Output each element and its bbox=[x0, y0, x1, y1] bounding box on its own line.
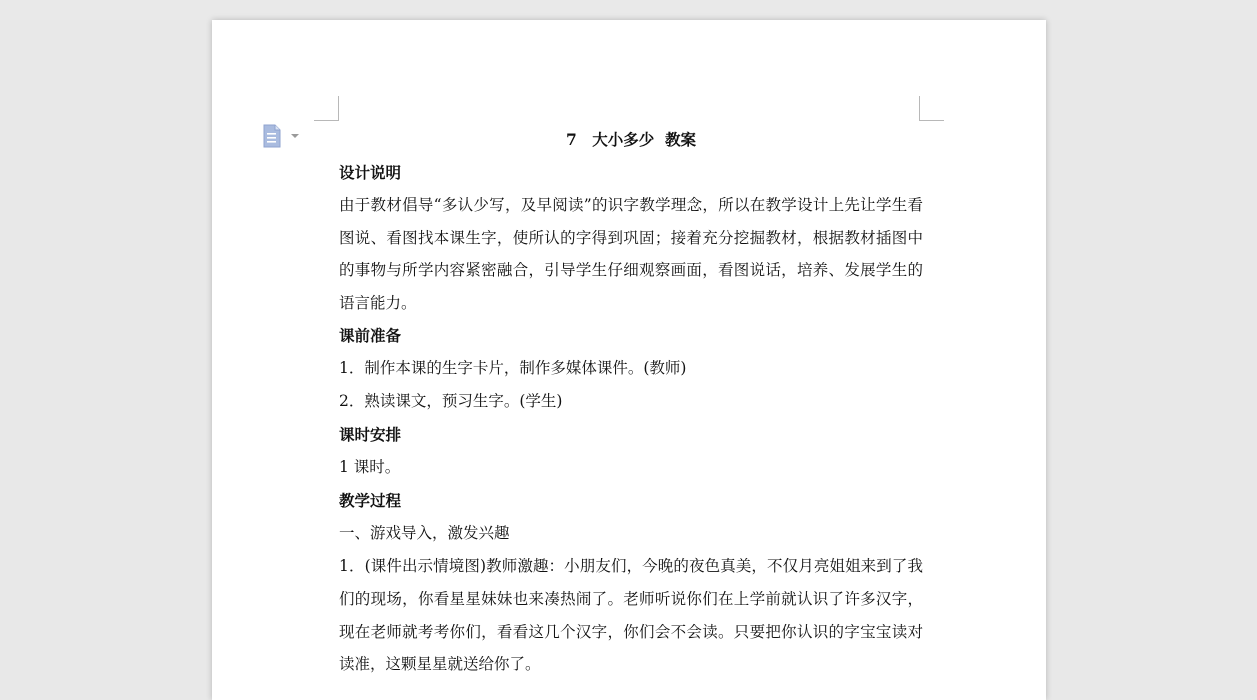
paragraph-design: 由于教材倡导“多认少写，及早阅读”的识字教学理念，所以在教学设计上先让学生看图说、看图找本课生字，使所认的字得到巩固；接着充分挖掘教材，根据教材插图中的事物与所学内容紧密融合，引导学生仔细观察画面，看图说话，培养、发展学生的语言能力。 bbox=[339, 196, 923, 312]
paragraph-process: 1．(课件出示情境图)教师激趣：小朋友们，今晚的夜色真美，不仅月亮姐姐来到了我们的现场，你看星星妹妹也来凑热闹了。老师听说你们在上学前就认识了许多汉字，现在老师就考考你们，看看这几个汉字，你们会不会读。只要把你认识的字宝宝读对读准，这颗星星就送给你了。 bbox=[339, 557, 923, 674]
schedule-text: 1 课时。 bbox=[339, 458, 401, 477]
margin-corner-top-left bbox=[314, 96, 339, 121]
document-body[interactable] bbox=[339, 124, 923, 681]
list-item: 2．熟读课文，预习生字。(学生) bbox=[339, 392, 563, 411]
document-title: 7 大小多少 教案 bbox=[565, 130, 697, 149]
heading-design: 设计说明 bbox=[339, 163, 402, 182]
chevron-down-icon bbox=[291, 134, 299, 138]
document-page bbox=[212, 20, 1046, 700]
list-item: 1．制作本课的生字卡片，制作多媒体课件。(教师) bbox=[339, 359, 687, 378]
heading-preparation: 课前准备 bbox=[339, 326, 402, 346]
toolbar-strip bbox=[0, 0, 1257, 20]
paragraph-options[interactable] bbox=[262, 124, 304, 148]
margin-corner-top-right bbox=[919, 96, 944, 121]
subheading-intro: 一、游戏导入，激发兴趣 bbox=[339, 524, 510, 543]
document-options-icon bbox=[262, 124, 304, 148]
heading-schedule: 课时安排 bbox=[339, 425, 402, 445]
heading-process: 教学过程 bbox=[339, 491, 402, 511]
